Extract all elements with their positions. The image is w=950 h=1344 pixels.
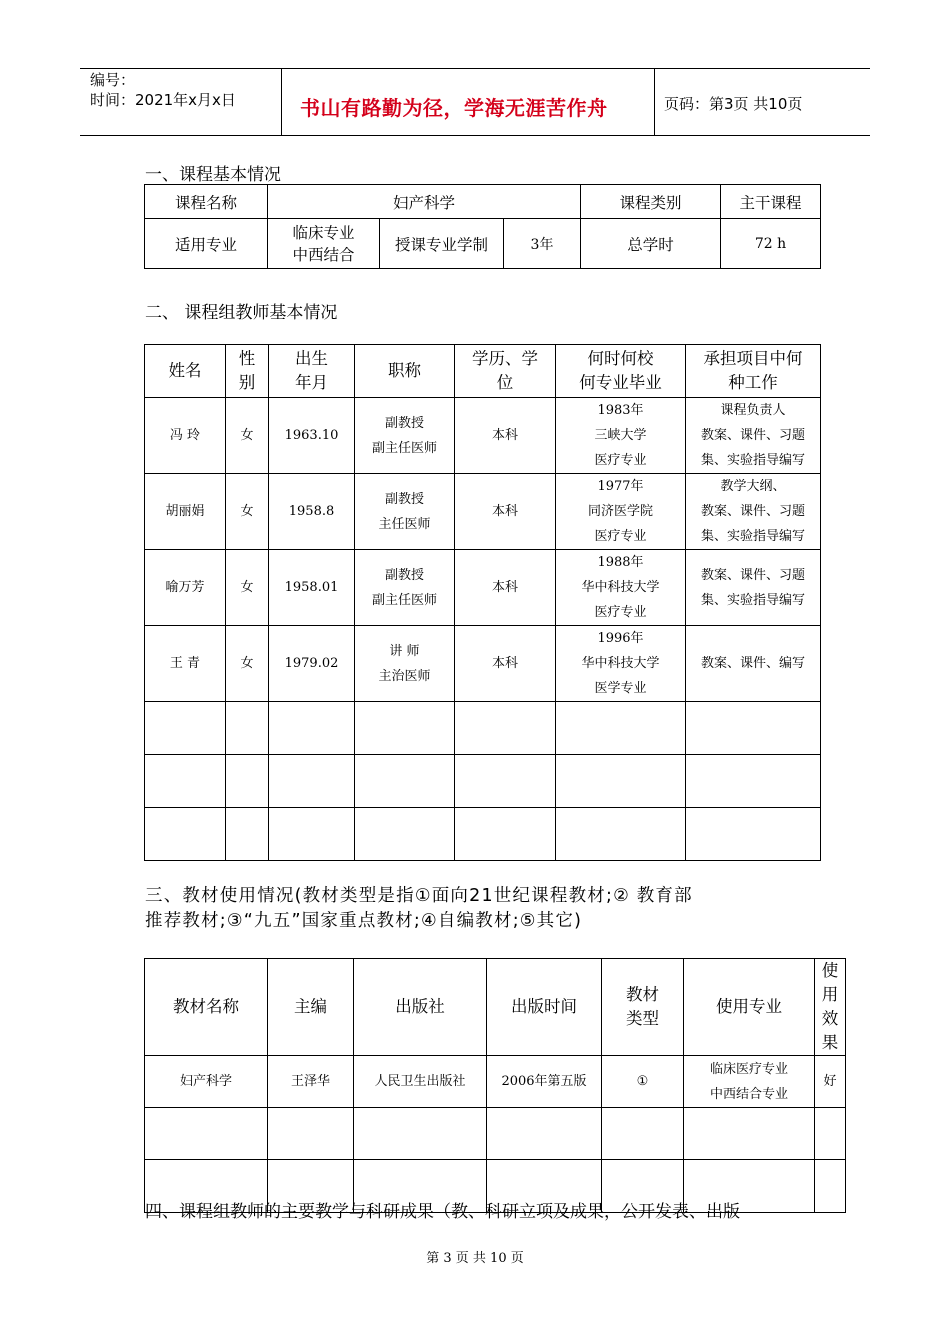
cell-major: 临床医疗专业 中西结合专业 bbox=[684, 1056, 815, 1108]
cell-graduation: 1996年 华中科技大学 医学专业 bbox=[556, 626, 686, 702]
cell-publisher: 人民卫生出版社 bbox=[354, 1056, 487, 1108]
cell-gender: 女 bbox=[226, 550, 269, 626]
table-row bbox=[145, 755, 821, 808]
header-cell-name: 姓名 bbox=[145, 345, 226, 398]
course-category-value: 主干课程 bbox=[721, 185, 821, 219]
section4-title: 四、课程组教师的主要教学与科研成果（教、科研立项及成果，公开发表、出版 bbox=[145, 1202, 740, 1222]
cell-textbook-name: 妇产科学 bbox=[145, 1056, 268, 1108]
cell-publish-time bbox=[487, 1108, 602, 1160]
cell-graduation bbox=[556, 702, 686, 755]
header-top-line bbox=[80, 68, 870, 69]
cell-title bbox=[355, 808, 455, 861]
header-number: 编号： bbox=[90, 71, 136, 89]
cell-effect bbox=[815, 1108, 846, 1160]
cell-editor: 王泽华 bbox=[268, 1056, 354, 1108]
section3-title-line1: 三、教材使用情况(教材类型是指①面向21世纪课程教材;② 教育部 bbox=[145, 886, 693, 906]
cell-title: 副教授 副主任医师 bbox=[355, 398, 455, 474]
cell-role bbox=[686, 755, 821, 808]
hours-label: 总学时 bbox=[581, 219, 721, 269]
hours-value: 72 h bbox=[721, 219, 821, 269]
header-cell-editor: 主编 bbox=[268, 959, 354, 1056]
cell-role bbox=[686, 702, 821, 755]
teacher-table bbox=[144, 344, 821, 861]
header-cell-publisher: 出版社 bbox=[354, 959, 487, 1056]
header-time: 时间：2021年x月x日 bbox=[90, 91, 236, 109]
cell-name bbox=[145, 808, 226, 861]
system-label: 授课专业学制 bbox=[380, 219, 504, 269]
cell-gender: 女 bbox=[226, 474, 269, 550]
table-row bbox=[145, 398, 821, 474]
cell-gender bbox=[226, 702, 269, 755]
cell-birth: 1958.01 bbox=[269, 550, 355, 626]
cell-name: 王 青 bbox=[145, 626, 226, 702]
textbook-table bbox=[144, 958, 846, 1213]
header-cell-major: 使用专业 bbox=[684, 959, 815, 1056]
cell-gender bbox=[226, 808, 269, 861]
cell-birth bbox=[269, 702, 355, 755]
table-row bbox=[145, 474, 821, 550]
header-divider-1 bbox=[281, 68, 282, 136]
cell-type: ① bbox=[602, 1056, 684, 1108]
table-row bbox=[145, 550, 821, 626]
cell-graduation: 1983年 三峡大学 医疗专业 bbox=[556, 398, 686, 474]
cell-birth: 1963.10 bbox=[269, 398, 355, 474]
cell-degree bbox=[455, 702, 556, 755]
cell-gender: 女 bbox=[226, 398, 269, 474]
cell-editor bbox=[268, 1108, 354, 1160]
cell-gender bbox=[226, 755, 269, 808]
table-row bbox=[145, 1056, 846, 1108]
page-footer: 第 3 页 共 10 页 bbox=[426, 1251, 524, 1266]
cell-role: 课程负责人 教案、课件、习题 集、实验指导编写 bbox=[686, 398, 821, 474]
cell-degree bbox=[455, 808, 556, 861]
header-cell-graduation: 何时何校 何专业毕业 bbox=[556, 345, 686, 398]
cell-birth bbox=[269, 808, 355, 861]
cell-birth: 1958.8 bbox=[269, 474, 355, 550]
cell-birth: 1979.02 bbox=[269, 626, 355, 702]
cell-name bbox=[145, 702, 226, 755]
cell-effect: 好 bbox=[815, 1056, 846, 1108]
table-row bbox=[145, 1108, 846, 1160]
cell-name bbox=[145, 755, 226, 808]
major-value: 临床专业 中西结合 bbox=[268, 219, 380, 269]
cell-degree: 本科 bbox=[455, 626, 556, 702]
cell-role: 教案、课件、习题 集、实验指导编写 bbox=[686, 550, 821, 626]
cell-graduation: 1977年 同济医学院 医疗专业 bbox=[556, 474, 686, 550]
course-info-table bbox=[144, 184, 821, 269]
cell-degree: 本科 bbox=[455, 398, 556, 474]
cell-effect bbox=[815, 1160, 846, 1213]
course-category-label: 课程类别 bbox=[581, 185, 721, 219]
header-bottom-line bbox=[80, 135, 870, 136]
cell-degree: 本科 bbox=[455, 474, 556, 550]
cell-title bbox=[355, 702, 455, 755]
cell-role: 教学大纲、 教案、课件、习题 集、实验指导编写 bbox=[686, 474, 821, 550]
cell-title bbox=[355, 755, 455, 808]
cell-gender: 女 bbox=[226, 626, 269, 702]
header-cell-textbook-name: 教材名称 bbox=[145, 959, 268, 1056]
header-motto: 书山有路勤为径，学海无涯苦作舟 bbox=[300, 96, 608, 120]
cell-type bbox=[602, 1108, 684, 1160]
header-cell-type: 教材 类型 bbox=[602, 959, 684, 1056]
course-info-row bbox=[145, 185, 821, 219]
cell-name: 喻万芳 bbox=[145, 550, 226, 626]
cell-publisher bbox=[354, 1108, 487, 1160]
cell-name: 胡丽娟 bbox=[145, 474, 226, 550]
header-divider-2 bbox=[654, 68, 655, 136]
cell-role: 教案、课件、编写 bbox=[686, 626, 821, 702]
header-cell-degree: 学历、学 位 bbox=[455, 345, 556, 398]
header-cell-role: 承担项目中何 种工作 bbox=[686, 345, 821, 398]
system-value: 3年 bbox=[504, 219, 581, 269]
cell-graduation: 1988年 华中科技大学 医疗专业 bbox=[556, 550, 686, 626]
cell-name: 冯 玲 bbox=[145, 398, 226, 474]
cell-title: 副教授 主任医师 bbox=[355, 474, 455, 550]
cell-title: 副教授 副主任医师 bbox=[355, 550, 455, 626]
section3-title-line2: 推荐教材;③“九五”国家重点教材;④自编教材;⑤其它) bbox=[145, 911, 583, 931]
cell-title: 讲 师 主治医师 bbox=[355, 626, 455, 702]
cell-graduation bbox=[556, 808, 686, 861]
course-name-value: 妇产科学 bbox=[268, 185, 581, 219]
table-row bbox=[145, 626, 821, 702]
section1-title: 一、课程基本情况 bbox=[145, 165, 281, 185]
table-row bbox=[145, 808, 821, 861]
cell-textbook-name bbox=[145, 1108, 268, 1160]
course-info-row bbox=[145, 219, 821, 269]
header-page-code: 页码：第3页 共10页 bbox=[664, 95, 803, 113]
header-cell-birth: 出生 年月 bbox=[269, 345, 355, 398]
header-cell-gender: 性 别 bbox=[226, 345, 269, 398]
table-header-row bbox=[145, 959, 846, 1056]
cell-graduation bbox=[556, 755, 686, 808]
section2-title: 二、 课程组教师基本情况 bbox=[145, 303, 338, 323]
header-cell-publish-time: 出版时间 bbox=[487, 959, 602, 1056]
cell-degree bbox=[455, 755, 556, 808]
cell-role bbox=[686, 808, 821, 861]
table-row bbox=[145, 702, 821, 755]
header-cell-effect: 使用 效果 bbox=[815, 959, 846, 1056]
table-header-row bbox=[145, 345, 821, 398]
major-label: 适用专业 bbox=[145, 219, 268, 269]
header-cell-title: 职称 bbox=[355, 345, 455, 398]
cell-major bbox=[684, 1108, 815, 1160]
cell-publish-time: 2006年第五版 bbox=[487, 1056, 602, 1108]
cell-degree: 本科 bbox=[455, 550, 556, 626]
course-name-label: 课程名称 bbox=[145, 185, 268, 219]
cell-birth bbox=[269, 755, 355, 808]
